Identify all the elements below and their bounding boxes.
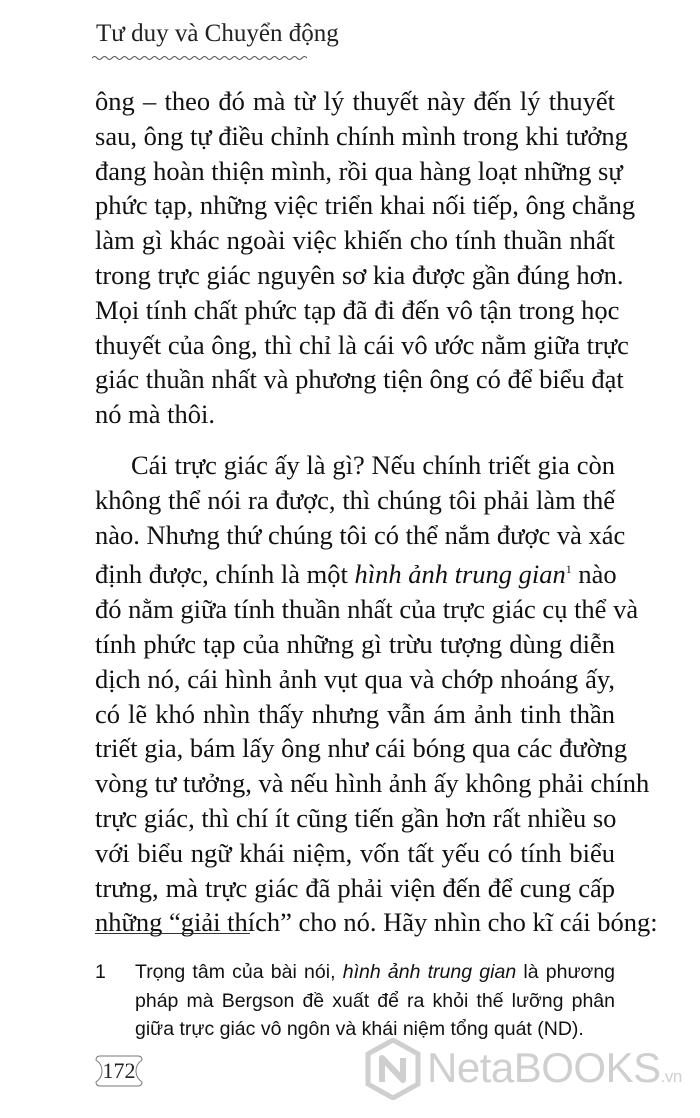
- line-text: nào: [571, 559, 617, 590]
- text-line: có lẽ khó nhìn thấy nhưng vẫn ám ảnh tinh thần: [95, 698, 615, 729]
- text-line: đó nằm giữa tính thuần nhất của trực giác cụ thể và: [95, 594, 639, 625]
- text-line: Cái trực giác ấy là gì? Nếu chính triết gia còn: [131, 449, 615, 480]
- footnote-line: [135, 958, 615, 987]
- text-line: dịch nó, cái hình ảnh vụt qua và chớp nhoáng ấy,: [95, 663, 615, 694]
- text-line: nào. Nhưng thứ chúng tôi có thể nắm được và xác: [95, 519, 626, 550]
- text-line: triết gia, bám lấy ông như cái bóng qua các đường: [95, 733, 628, 764]
- text-line: Mọi tính chất phức tạp đã đi đến vô tận trong học: [95, 294, 620, 325]
- watermark: [365, 1036, 695, 1106]
- footnote-text: Trọng tâm của bài nói,: [135, 961, 343, 983]
- text-line: nó mà thôi.: [95, 399, 215, 430]
- text-line: với biểu ngữ khái niệm, vốn tất yếu có tính biểu: [95, 837, 615, 868]
- page-number: 172: [102, 1058, 136, 1083]
- footnote-text: là phương: [516, 961, 616, 983]
- text-line: tính phức tạp của những gì trừu tượng dùng diễn: [95, 628, 615, 659]
- footnote-separator: [95, 933, 250, 934]
- text-line: phức tạp, những việc triển khai nối tiếp, ông chẳng: [95, 190, 636, 221]
- watermark-text: [427, 1044, 682, 1092]
- running-head: Tư duy và Chuyển động: [96, 20, 339, 47]
- text-line: thuyết của ông, thì chỉ là cái vô ước nằm giữa trực: [95, 329, 629, 360]
- italic-term: hình ảnh trung gian: [354, 559, 566, 590]
- footnote-italic-term: hình ảnh trung gian: [342, 961, 517, 983]
- decorative-wavy-rule: [92, 55, 307, 61]
- footnote-line: giữa trực giác vô ngôn và khái niệm tổng quát (ND).: [135, 1018, 584, 1040]
- line-text: định được, chính là một: [95, 559, 355, 590]
- body-text: [95, 84, 658, 940]
- paragraph-1: [95, 84, 636, 432]
- text-line: không thể nói ra được, thì chúng tôi phải làm thế: [95, 484, 615, 515]
- watermark-suffix: .vn: [660, 1067, 682, 1086]
- footnote-body: [135, 958, 615, 1044]
- text-line: sau, ông tự điều chỉnh chính mình trong khi tưởng: [95, 120, 628, 151]
- text-line: đang hoàn thiện mình, rồi qua hàng loạt những sự: [95, 155, 623, 186]
- text-line: ông – theo đó mà từ lý thuyết này đến lý thuyết: [95, 86, 615, 116]
- text-line-with-note: [95, 552, 615, 592]
- text-line: trưng, mà trực giác đã phải viện đến để cung cấp: [95, 872, 615, 903]
- text-line: giác thuần nhất và phương tiện ông có để biểu đạt: [95, 364, 624, 395]
- footnote-marker[interactable]: 1: [565, 562, 572, 577]
- watermark-brand: NetaBOOKS: [427, 1044, 661, 1091]
- text-line: những “giải thích” cho nó. Hãy nhìn cho kĩ cái bóng:: [95, 907, 658, 938]
- text-line: làm gì khác ngoài việc khiến cho tính thuần nhất: [95, 225, 615, 256]
- netabooks-logo-icon: [365, 1038, 421, 1100]
- footnote: [95, 958, 615, 1044]
- footnote-line: pháp mà Bergson đề xuất để ra khỏi thế lưỡng phân: [135, 989, 615, 1012]
- text-line: trong trực giác nguyên sơ kia được gần đúng hơn.: [95, 259, 624, 290]
- text-line: vòng tư tưởng, và nếu hình ảnh ấy không phải chính: [95, 768, 650, 799]
- paragraph-2: [95, 448, 658, 940]
- footnote-number: 1: [95, 961, 106, 983]
- text-line: trực giác, thì chí ít cũng tiến gần hơn rất nhiều so: [95, 802, 617, 833]
